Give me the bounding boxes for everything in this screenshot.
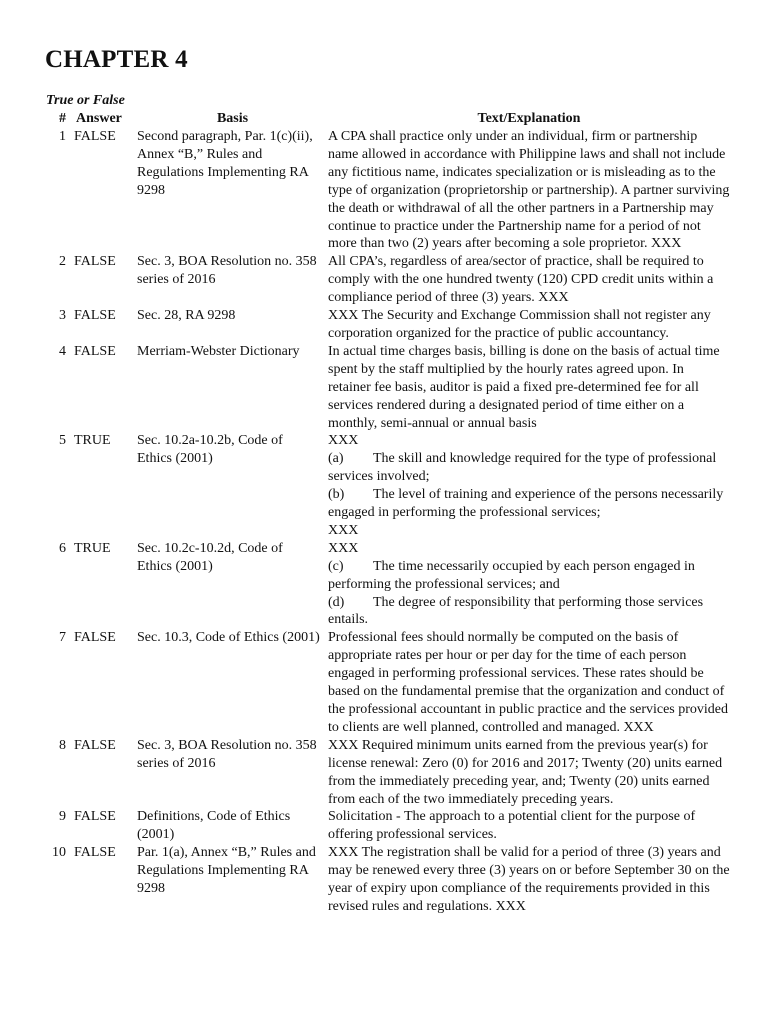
row-number: 3 xyxy=(59,308,66,324)
table-row xyxy=(40,844,730,916)
row-basis: Sec. 3, BOA Resolution no. 358 series of 2016 xyxy=(137,737,317,771)
row-basis: Merriam-Webster Dictionary xyxy=(137,343,300,359)
table-row xyxy=(40,128,730,253)
row-number: 10 xyxy=(52,845,66,861)
chapter-title: CHAPTER 4 xyxy=(45,46,188,73)
row-explanation: XXX The Security and Exchange Commission shall not register any corporation organized for the practice of public accountancy. xyxy=(328,308,711,341)
row-basis: Second paragraph, Par. 1(c)(ii), Annex “B,” Rules and Regulations Implementing RA 9298 xyxy=(137,129,313,198)
table-row xyxy=(40,253,730,307)
sub-item-label: (d) xyxy=(328,594,345,610)
sub-item-text: The level of training and experience of the persons necessarily engaged in performing the professional services; xyxy=(328,487,724,521)
table-row xyxy=(40,343,730,433)
row-basis: Sec. 3, BOA Resolution no. 358 series of 2016 xyxy=(137,254,317,288)
table-row xyxy=(40,540,730,630)
explanation-prefix: XXX xyxy=(328,433,359,449)
table-row xyxy=(40,432,730,539)
header-explanation: Text/Explanation xyxy=(477,111,581,126)
sub-item-label: (c) xyxy=(328,558,344,574)
row-answer: FALSE xyxy=(74,129,116,144)
row-explanation xyxy=(328,540,730,630)
row-basis: Sec. 28, RA 9298 xyxy=(137,308,236,324)
row-number: 7 xyxy=(59,630,66,646)
row-answer: FALSE xyxy=(74,809,116,825)
sub-item xyxy=(328,450,730,486)
row-explanation: XXX The registration shall be valid for a period of three (3) years and may be renewed every three (3) years on or before September 30 on the year of expiry upon compliance of the requirements provided in this revised rules and regulations. XXX xyxy=(328,845,730,914)
row-number: 5 xyxy=(59,433,66,449)
sub-item xyxy=(328,558,730,594)
row-answer: FALSE xyxy=(74,737,116,753)
row-number: 8 xyxy=(59,737,66,753)
sub-item-text: The skill and knowledge required for the type of professional services involved; xyxy=(328,451,717,485)
row-basis: Sec. 10.2a-10.2b, Code of Ethics (2001) xyxy=(137,433,283,467)
row-number: 2 xyxy=(59,254,66,270)
row-answer: FALSE xyxy=(74,254,116,270)
table-row xyxy=(40,737,730,809)
section-title: True or False xyxy=(46,93,125,108)
header-answer: Answer xyxy=(76,111,122,126)
explanation-prefix: XXX xyxy=(328,540,359,556)
row-answer: TRUE xyxy=(74,540,111,556)
row-answer: FALSE xyxy=(74,845,116,861)
sub-item xyxy=(328,486,730,522)
header-number: # xyxy=(59,111,66,126)
sub-item-text: The time necessarily occupied by each person engaged in performing the professional services; and xyxy=(328,558,695,592)
table-row xyxy=(40,629,730,736)
row-explanation xyxy=(328,432,730,539)
header-basis: Basis xyxy=(216,111,249,126)
explanation-suffix: XXX xyxy=(328,522,359,538)
row-explanation: In actual time charges basis, billing is done on the basis of actual time spent by the staff multiplied by the hourly rates agreed upon. In retainer fee basis, auditor is paid a fixed pre-determined fee for all services rendered during a designated period of time either on a monthly, semi-annual or annual basis xyxy=(328,343,720,431)
sub-item-label: (b) xyxy=(328,487,345,503)
row-number: 4 xyxy=(59,343,66,359)
row-answer: FALSE xyxy=(74,343,116,359)
table-row xyxy=(40,808,730,844)
row-basis: Definitions, Code of Ethics (2001) xyxy=(137,809,291,843)
answer-table xyxy=(40,111,730,916)
row-explanation: A CPA shall practice only under an individual, firm or partnership name allowed in accordance with Philippine laws and shall not include any fictitious name, indicates specialization or is misleading as to the type of organization (proprietorship or partnership). A partner surviving the death or withdrawal of all the other partners in a Partnership may continue to practice under the Partnership name for a period of not more than two (2) years after becoming a sole proprietor. XXX xyxy=(328,129,730,252)
row-explanation: Professional fees should normally be computed on the basis of appropriate rates per hour or per day for the time of each person engaged in performing professional services. These rates should be based on the fundamental premise that the organization and conduct of the professional accountant in public practice and the services provided to clients are well planned, controlled and managed. XXX xyxy=(328,630,729,735)
row-answer: FALSE xyxy=(74,308,116,324)
table-row xyxy=(40,307,730,343)
sub-item-text: The degree of responsibility that performing those services entails. xyxy=(328,594,704,628)
row-number: 9 xyxy=(59,809,66,825)
row-explanation: XXX Required minimum units earned from the previous year(s) for license renewal: Zero (0) for 2016 and 2017; Twenty (20) units earned from the immediately preceding year, and; Twenty (20) units earned from each of the two immediately preceding years. xyxy=(328,737,723,807)
row-basis: Sec. 10.3, Code of Ethics (2001) xyxy=(137,630,320,646)
sub-item xyxy=(328,594,730,630)
row-answer: TRUE xyxy=(74,433,111,449)
row-number: 1 xyxy=(59,129,66,144)
row-explanation: Solicitation - The approach to a potential client for the purpose of offering professional services. xyxy=(328,809,696,843)
row-number: 6 xyxy=(59,540,66,556)
row-basis: Sec. 10.2c-10.2d, Code of Ethics (2001) xyxy=(137,540,283,574)
sub-item-label: (a) xyxy=(328,451,344,467)
table-header-row xyxy=(40,111,730,128)
row-answer: FALSE xyxy=(74,630,116,646)
row-basis: Par. 1(a), Annex “B,” Rules and Regulations Implementing RA 9298 xyxy=(137,845,316,897)
row-explanation: All CPA’s, regardless of area/sector of practice, shall be required to comply with the one hundred twenty (120) CPD credit units within a compliance period of three (3) years. XXX xyxy=(328,254,714,306)
